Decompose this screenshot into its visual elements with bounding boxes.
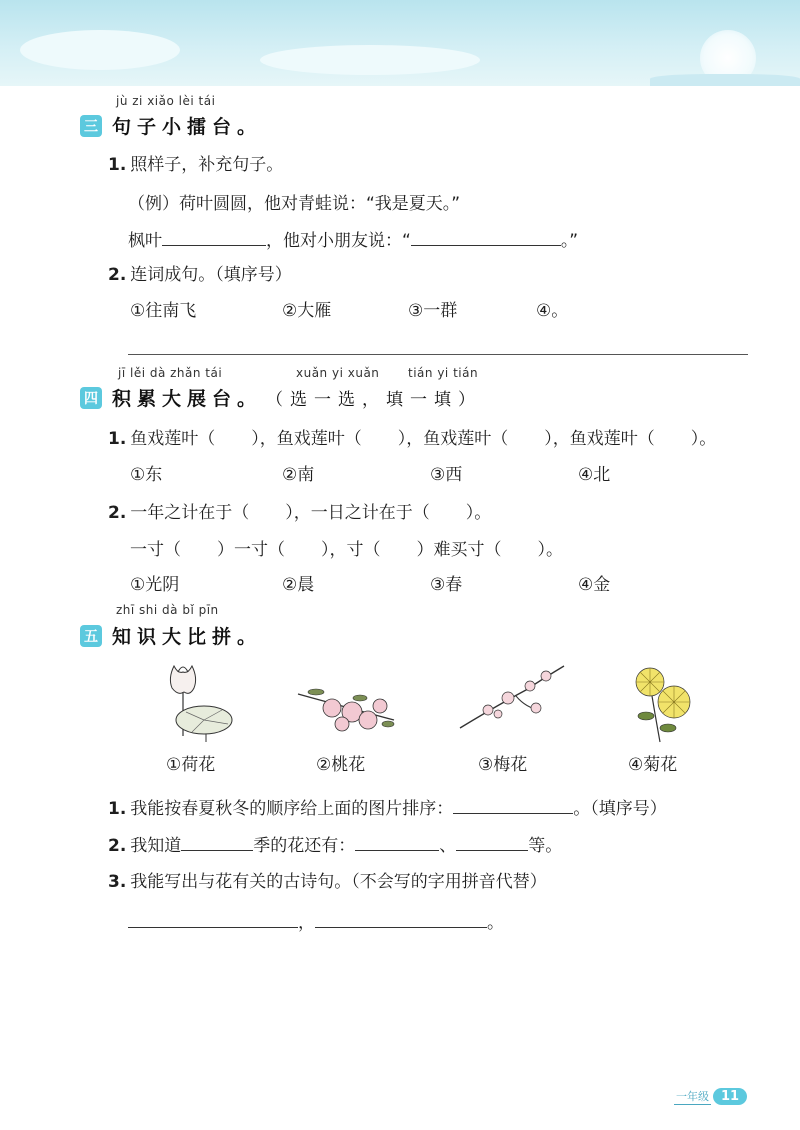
section-number: 四 bbox=[80, 387, 102, 409]
answer-blank[interactable] bbox=[456, 834, 528, 851]
section-number: 五 bbox=[80, 625, 102, 647]
text-part: 。 bbox=[487, 913, 504, 933]
section-note: （选一选，填一填） bbox=[266, 390, 483, 410]
question-text: 我能写出与花有关的古诗句。（不会写的字用拼音代替） bbox=[130, 872, 547, 892]
text-part: 、 bbox=[439, 836, 457, 856]
cloud-decor bbox=[20, 30, 180, 70]
answer-blank[interactable] bbox=[453, 797, 573, 814]
peach-blossom-icon bbox=[294, 680, 398, 736]
wave-decor bbox=[650, 74, 800, 86]
text-part: ）。 bbox=[537, 540, 563, 560]
text-part: ）。 bbox=[690, 429, 717, 449]
question-4-2-line2 bbox=[130, 535, 563, 560]
question-tail: 。（填序号） bbox=[573, 799, 667, 819]
text-part: 等。 bbox=[528, 836, 563, 856]
question-text: 我能按春夏秋冬的顺序给上面的图片排序： bbox=[130, 799, 454, 819]
fill-sentence bbox=[128, 226, 578, 251]
section4-pinyin: jī lěi dà zhǎn tái bbox=[118, 366, 223, 380]
text-part: 一年之计在于（ bbox=[130, 503, 250, 523]
choice-option: ④北 bbox=[578, 465, 611, 485]
text-part: ），鱼戏莲叶（ bbox=[544, 429, 655, 449]
answer-blank[interactable] bbox=[411, 229, 561, 246]
header-banner bbox=[0, 0, 800, 86]
question-number: 2. bbox=[108, 503, 127, 523]
question-number: 3. bbox=[108, 872, 127, 892]
text-part: ），寸（ bbox=[321, 540, 381, 560]
plum-blossom-icon bbox=[456, 662, 568, 732]
choice-option: ③春 bbox=[430, 575, 463, 595]
question-5-1 bbox=[108, 794, 667, 819]
text-part: ）一寸（ bbox=[217, 540, 285, 560]
choice-option: ②南 bbox=[282, 465, 315, 485]
answer-blank[interactable] bbox=[355, 834, 439, 851]
question-3-1 bbox=[108, 150, 283, 175]
grade-label: 一年级 bbox=[676, 1090, 709, 1103]
section-number: 三 bbox=[80, 115, 102, 137]
section3-header bbox=[80, 112, 262, 139]
page-footer bbox=[674, 1088, 747, 1105]
choice-option: ②晨 bbox=[282, 575, 315, 595]
text-part: ）。 bbox=[465, 503, 492, 523]
section5-pinyin: zhī shi dà bǐ pīn bbox=[116, 603, 219, 617]
word-option: ①往南飞 bbox=[130, 301, 197, 321]
text-part: 鱼戏莲叶（ bbox=[130, 429, 216, 449]
word-option: ④。 bbox=[536, 301, 569, 321]
question-4-2 bbox=[108, 498, 491, 523]
question-number: 1. bbox=[108, 429, 127, 449]
choice-option: ④金 bbox=[578, 575, 611, 595]
text-part: 我知道 bbox=[130, 836, 182, 856]
question-5-3 bbox=[108, 867, 547, 892]
lotus-icon bbox=[156, 658, 236, 742]
page-number: 11 bbox=[713, 1088, 747, 1105]
text-part: ），鱼戏莲叶（ bbox=[251, 429, 362, 449]
section-title: 句子小擂台。 bbox=[112, 116, 263, 138]
question-5-2 bbox=[108, 831, 562, 856]
choice-option: ③西 bbox=[430, 465, 463, 485]
fill-text: ，他对小朋友说：“ bbox=[266, 231, 411, 251]
question-number: 2. bbox=[108, 836, 127, 856]
text-part: ）难买寸（ bbox=[416, 540, 502, 560]
cloud-decor bbox=[260, 45, 480, 75]
section4-pinyin: tián yi tián bbox=[408, 366, 479, 380]
flower-label: ②桃花 bbox=[316, 755, 366, 775]
question-number: 2. bbox=[108, 265, 127, 285]
answer-blank[interactable] bbox=[162, 229, 266, 246]
answer-line[interactable] bbox=[128, 354, 748, 355]
section3-pinyin: jù zi xiǎo lèi tái bbox=[116, 94, 216, 108]
flower-label: ①荷花 bbox=[166, 755, 216, 775]
text-part: ），一日之计在于（ bbox=[285, 503, 430, 523]
question-number: 1. bbox=[108, 155, 127, 175]
poem-answer-line bbox=[128, 908, 504, 933]
question-4-1 bbox=[108, 424, 716, 449]
question-text: 照样子，补充句子。 bbox=[130, 155, 284, 175]
word-option: ③一群 bbox=[408, 301, 458, 321]
question-number: 1. bbox=[108, 799, 127, 819]
section-title: 积累大展台。 bbox=[112, 388, 263, 410]
section4-header bbox=[80, 384, 482, 411]
choice-option: ①光阴 bbox=[130, 575, 180, 595]
flower-label: ③梅花 bbox=[478, 755, 528, 775]
question-3-2 bbox=[108, 260, 292, 285]
flower-label: ④菊花 bbox=[628, 755, 678, 775]
answer-blank[interactable] bbox=[315, 911, 487, 928]
word-option: ②大雁 bbox=[282, 301, 332, 321]
fill-text: 。” bbox=[560, 231, 579, 251]
fill-text: 枫叶 bbox=[128, 231, 162, 251]
text-part: ），鱼戏莲叶（ bbox=[397, 429, 509, 449]
example-sentence: （例）荷叶圆圆，他对青蛙说：“我是夏天。” bbox=[128, 194, 461, 214]
choice-option: ①东 bbox=[130, 465, 163, 485]
chrysanthemum-icon bbox=[630, 664, 694, 744]
section-title: 知识大比拼。 bbox=[112, 626, 263, 648]
question-text: 连词成句。（填序号） bbox=[130, 265, 292, 285]
section4-pinyin: xuǎn yi xuǎn bbox=[296, 366, 380, 380]
text-part: 季的花还有： bbox=[253, 836, 356, 856]
text-part: 一寸（ bbox=[130, 540, 181, 560]
answer-blank[interactable] bbox=[181, 834, 253, 851]
section5-header bbox=[80, 622, 262, 649]
answer-blank[interactable] bbox=[128, 911, 298, 928]
text-part: ， bbox=[298, 913, 315, 933]
